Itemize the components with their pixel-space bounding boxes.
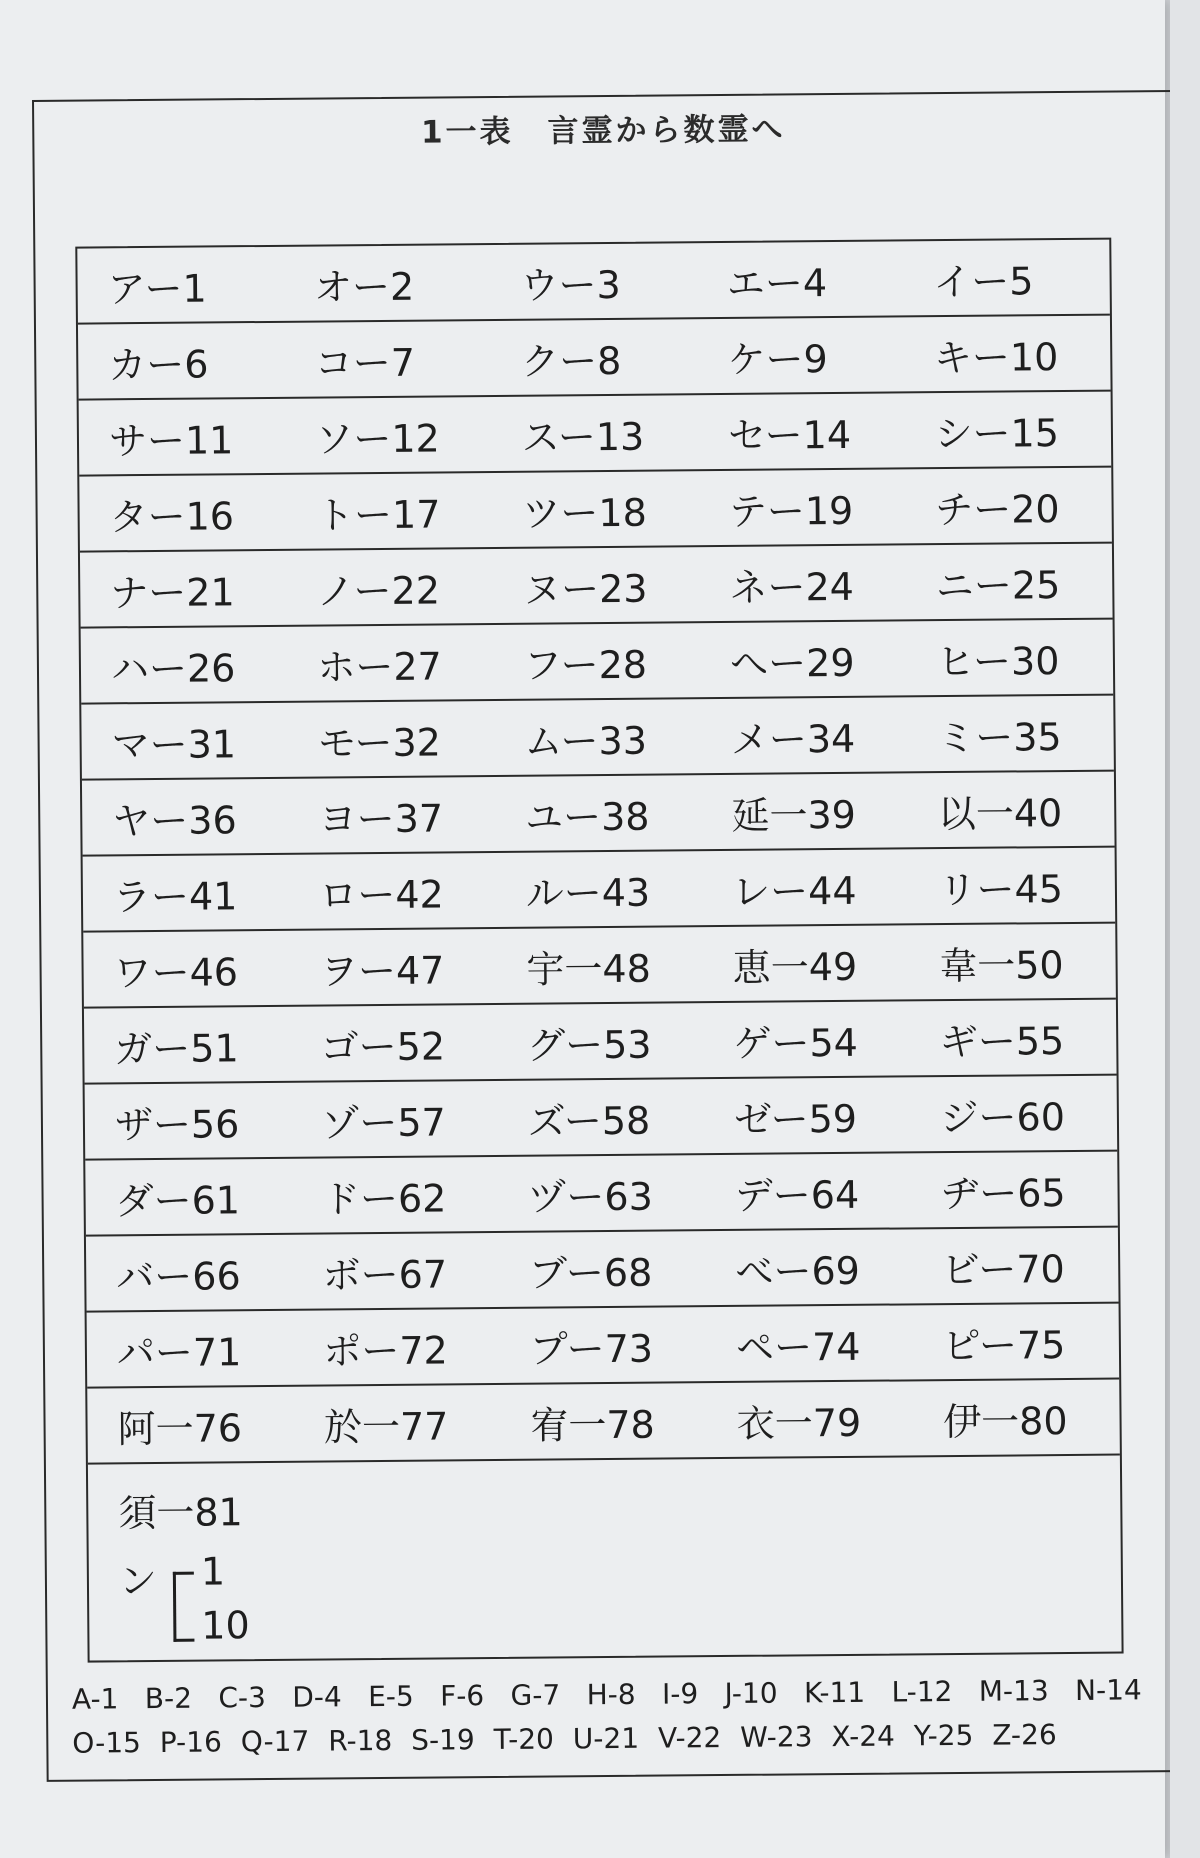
table-cell: ユー38 bbox=[524, 794, 650, 840]
table-cell: ペー74 bbox=[735, 1324, 861, 1370]
table-row-last bbox=[88, 1456, 1122, 1661]
alphabet-item: O-15 bbox=[72, 1726, 142, 1760]
table-cell: ヤー36 bbox=[112, 797, 237, 843]
table-row bbox=[77, 240, 1110, 325]
table-cell: イー5 bbox=[933, 258, 1034, 304]
alphabet-row bbox=[72, 1713, 1057, 1766]
table-cell: シー15 bbox=[934, 410, 1060, 456]
table-cell-n-value-1: 1 bbox=[200, 1549, 226, 1594]
table-cell: リー45 bbox=[938, 866, 1064, 912]
table-cell: プー73 bbox=[529, 1326, 654, 1372]
table-cell: ゼー59 bbox=[733, 1096, 858, 1142]
table-cell: ノー22 bbox=[316, 567, 441, 614]
table-cell: コー7 bbox=[314, 340, 416, 386]
table-cell-n-value-2: 10 bbox=[201, 1603, 250, 1648]
alphabet-item: C-3 bbox=[218, 1681, 266, 1715]
table-cell: ツー18 bbox=[522, 490, 647, 536]
table-cell-su: 須一81 bbox=[118, 1490, 243, 1536]
alphabet-item: A-1 bbox=[71, 1682, 119, 1716]
table-cell: ネー24 bbox=[729, 564, 855, 610]
table-row bbox=[83, 848, 1116, 933]
table-cell: 恵一49 bbox=[732, 944, 858, 990]
table-cell: サー11 bbox=[108, 417, 234, 463]
table-cell: 衣一79 bbox=[736, 1400, 862, 1446]
table-row bbox=[85, 1076, 1118, 1161]
table-row bbox=[81, 696, 1114, 781]
table-row bbox=[86, 1228, 1119, 1313]
alphabet-item: W-23 bbox=[740, 1720, 813, 1754]
table-cell: マー31 bbox=[111, 721, 237, 767]
table-cell: 以一40 bbox=[937, 790, 1063, 836]
table-cell: グー53 bbox=[526, 1022, 652, 1068]
table-cell: べー69 bbox=[735, 1248, 861, 1294]
table-row bbox=[81, 620, 1114, 705]
alphabet-item: I-9 bbox=[661, 1677, 699, 1711]
table-cell: 宇一48 bbox=[526, 946, 651, 992]
table-cell: ソー12 bbox=[315, 415, 440, 462]
alphabet-item: K-11 bbox=[803, 1675, 866, 1710]
table-cell: ムー33 bbox=[524, 718, 648, 764]
table-cell: ルー43 bbox=[525, 870, 651, 916]
table-cell: トー17 bbox=[315, 491, 441, 538]
alphabet-row bbox=[72, 1668, 1142, 1721]
table-cell: アー1 bbox=[107, 265, 207, 311]
table-cell: 阿一76 bbox=[117, 1405, 243, 1451]
table-cell: ピー75 bbox=[942, 1322, 1066, 1368]
table-cell: エー4 bbox=[726, 260, 828, 306]
table-row bbox=[79, 392, 1112, 477]
table-row bbox=[80, 544, 1113, 629]
table-cell: 宥一78 bbox=[530, 1402, 655, 1448]
table-cell: ボー67 bbox=[322, 1251, 448, 1298]
table-cell: ホー27 bbox=[317, 643, 442, 690]
table-cell: ブー68 bbox=[528, 1250, 653, 1296]
table-cell-n-label: ン bbox=[118, 1558, 158, 1604]
table-cell: パー71 bbox=[116, 1329, 242, 1375]
alphabet-item: S-19 bbox=[411, 1723, 475, 1757]
table-cell: バー66 bbox=[116, 1253, 241, 1299]
table-row bbox=[78, 316, 1111, 401]
table-cell: ロー42 bbox=[319, 871, 444, 918]
table-cell: 延一39 bbox=[731, 792, 857, 838]
table-cell: ヒー30 bbox=[936, 638, 1060, 684]
table-frame bbox=[32, 90, 1189, 1782]
alphabet-item: L-12 bbox=[891, 1675, 953, 1709]
alphabet-item: Y-25 bbox=[913, 1718, 974, 1753]
table-cell: ジー60 bbox=[940, 1094, 1066, 1140]
table-cell: ポー72 bbox=[323, 1327, 448, 1374]
table-cell: へー29 bbox=[729, 640, 855, 686]
table-cell: ガー51 bbox=[114, 1025, 239, 1071]
alphabet-item: E-5 bbox=[367, 1679, 414, 1714]
table-cell: レー44 bbox=[731, 868, 857, 914]
table-cell: ゲー54 bbox=[733, 1020, 859, 1066]
table-cell: ドー62 bbox=[321, 1175, 447, 1222]
alphabet-item: J-10 bbox=[724, 1676, 778, 1711]
table-cell: ゴー52 bbox=[320, 1023, 446, 1070]
alphabet-item: B-2 bbox=[144, 1681, 193, 1716]
table-cell: ワー46 bbox=[113, 949, 239, 995]
alphabet-item: H-8 bbox=[586, 1677, 636, 1712]
page-title: 1一表 言霊から数霊へ bbox=[420, 111, 786, 151]
table-cell: ウー3 bbox=[520, 262, 621, 308]
table-cell: ヨー37 bbox=[318, 795, 444, 842]
alphabet-item: Z-26 bbox=[992, 1718, 1057, 1752]
table-cell: 伊一80 bbox=[943, 1398, 1068, 1444]
table-cell: ケー9 bbox=[727, 336, 828, 382]
table-row bbox=[82, 772, 1115, 857]
alphabet-item: P-16 bbox=[159, 1725, 222, 1759]
next-page-edge bbox=[1170, 0, 1200, 1858]
alphabet-item: U-21 bbox=[572, 1721, 640, 1756]
table-cell: ギー55 bbox=[939, 1018, 1065, 1064]
table-cell: テー19 bbox=[728, 488, 854, 534]
table-row bbox=[87, 1304, 1120, 1389]
table-cell: ヲー47 bbox=[319, 947, 445, 994]
alphabet-item: T-20 bbox=[493, 1722, 555, 1757]
table-cell: オー2 bbox=[313, 264, 415, 310]
table-cell: 於一77 bbox=[323, 1403, 449, 1450]
bracket-icon bbox=[173, 1572, 195, 1642]
table-cell: ミー35 bbox=[937, 714, 1062, 760]
table-cell: 韋一50 bbox=[939, 942, 1064, 988]
table-cell: ビー70 bbox=[941, 1246, 1065, 1292]
alphabet-item: F-6 bbox=[440, 1679, 485, 1713]
table-cell: ザー56 bbox=[114, 1101, 240, 1147]
table-cell: メー34 bbox=[730, 716, 856, 762]
table-cell: クー8 bbox=[520, 338, 622, 384]
table-cell: ニー25 bbox=[935, 562, 1061, 608]
table-cell: ヂー65 bbox=[941, 1170, 1066, 1216]
alphabet-item: R-18 bbox=[328, 1723, 393, 1758]
table-cell: セー14 bbox=[727, 412, 852, 458]
alphabet-item: Q-17 bbox=[240, 1724, 310, 1759]
table-cell: スー13 bbox=[521, 414, 645, 460]
table-cell: ヅー63 bbox=[528, 1174, 653, 1220]
alphabet-item: G-7 bbox=[510, 1678, 561, 1712]
alphabet-item: M-13 bbox=[978, 1674, 1049, 1708]
table-cell: モー32 bbox=[317, 719, 442, 766]
table-cell: チー20 bbox=[935, 486, 1060, 532]
table-cell: ズー58 bbox=[527, 1098, 651, 1144]
table-cell: カー6 bbox=[108, 341, 209, 387]
table-row bbox=[83, 924, 1116, 1009]
alphabet-item: N-14 bbox=[1074, 1673, 1142, 1707]
table-cell: ゾー57 bbox=[321, 1099, 446, 1146]
table-cell: ハー26 bbox=[110, 645, 236, 691]
alphabet-item: D-4 bbox=[292, 1680, 342, 1714]
table-row bbox=[85, 1152, 1118, 1237]
alphabet-item: X-24 bbox=[831, 1719, 896, 1754]
table-cell: キー10 bbox=[933, 334, 1059, 380]
kana-number-table bbox=[75, 238, 1123, 1663]
table-row bbox=[79, 468, 1112, 553]
table-cell: ナー21 bbox=[110, 569, 235, 615]
table-row bbox=[84, 1000, 1117, 1085]
alphabet-legend bbox=[72, 1668, 1143, 1765]
table-cell: ヌー23 bbox=[522, 566, 648, 612]
table-cell: フー28 bbox=[523, 642, 648, 688]
table-cell: デー64 bbox=[734, 1172, 860, 1218]
table-body bbox=[77, 240, 1120, 1465]
table-cell: ダー61 bbox=[115, 1177, 241, 1223]
table-cell: ター16 bbox=[109, 493, 235, 539]
table-row bbox=[87, 1380, 1120, 1465]
alphabet-item: V-22 bbox=[657, 1721, 722, 1755]
table-cell: ラー41 bbox=[112, 873, 238, 919]
